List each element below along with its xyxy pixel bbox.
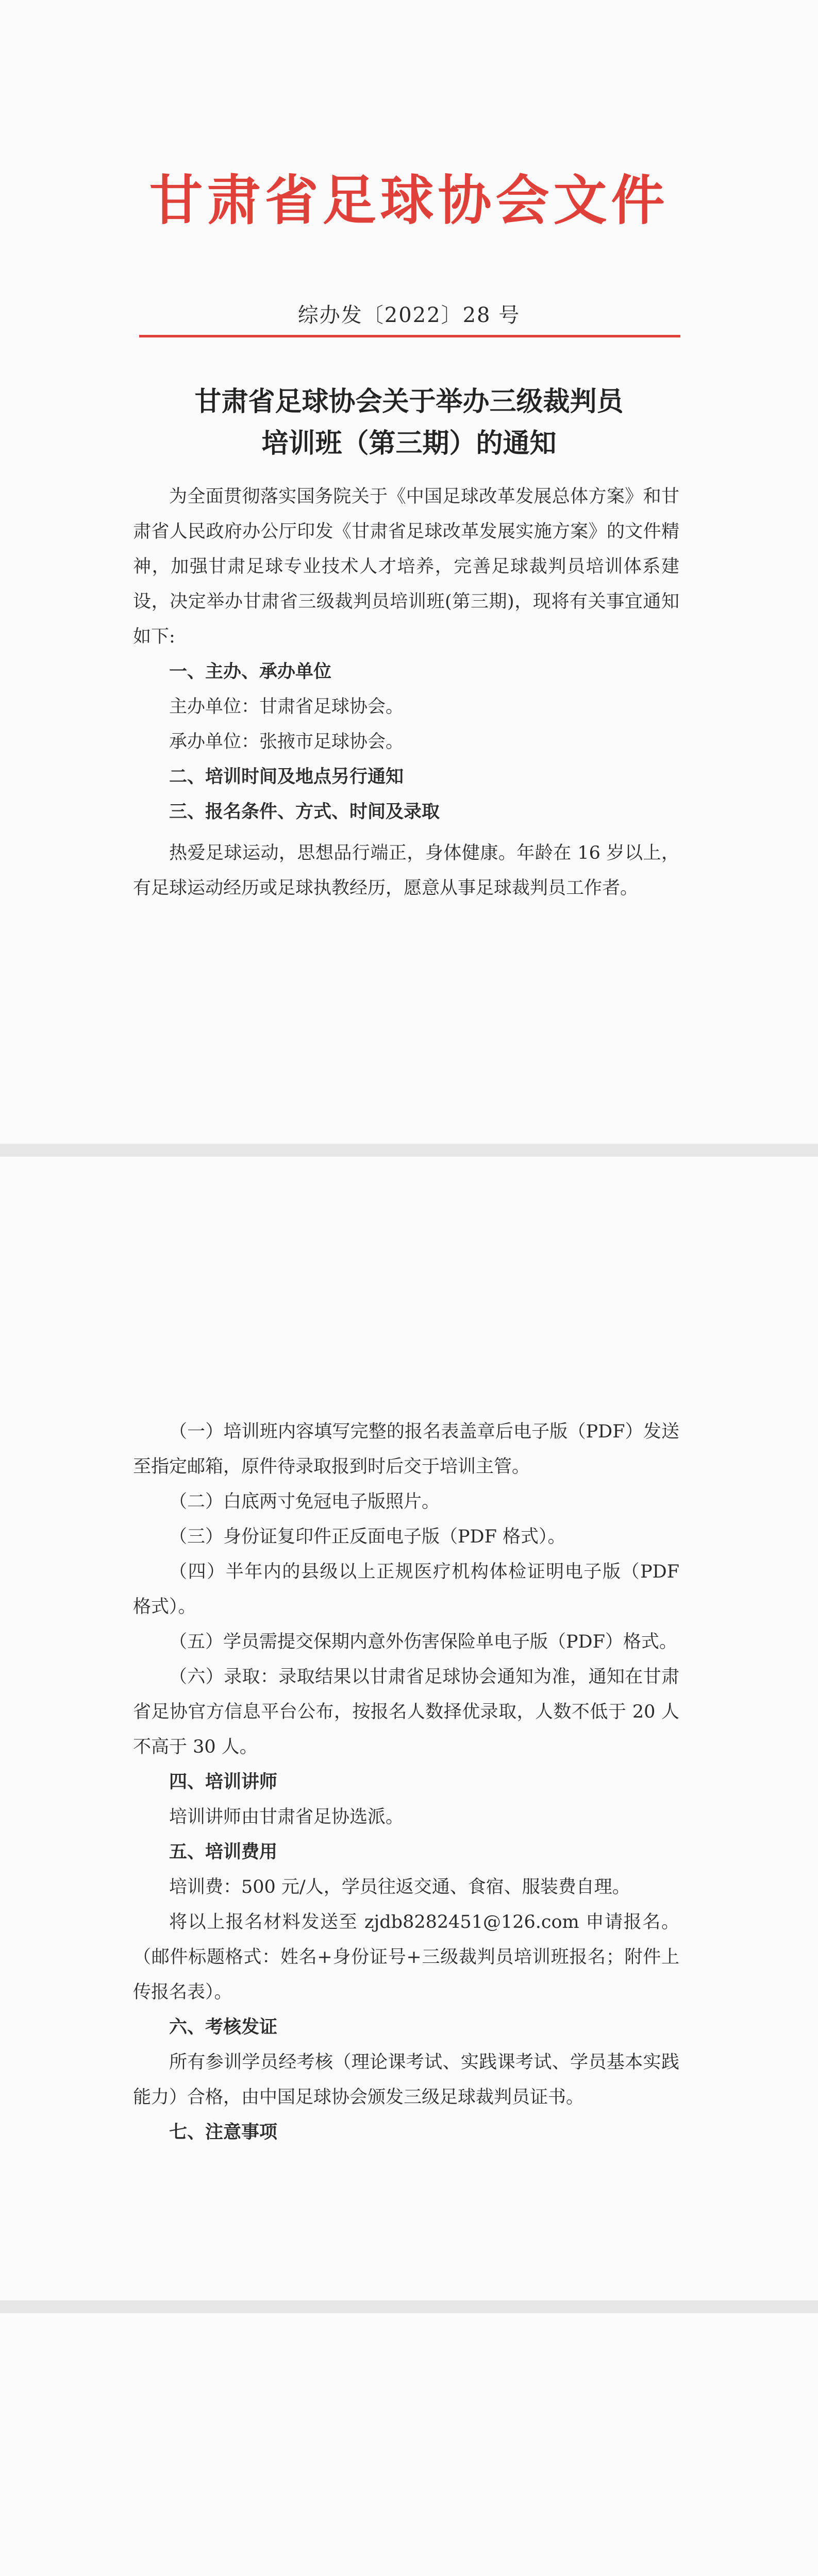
email-instruction: 将以上报名材料发送至 zjdb8282451@126.com 申请报名。（邮件标题格式：姓名+身份证号+三级裁判员培训班报名；附件上传报名表）。 <box>133 1912 679 2003</box>
requirement-item-5: （五）学员需提交保期内意外伤害保险单电子版（PDF）格式。 <box>169 1632 677 1652</box>
notice-title <box>0 381 818 464</box>
eligibility-paragraph: 热爱足球运动，思想品行端正，身体健康。年龄在 16 岁以上，有足球运动经历或足球执教经历，愿意从事足球裁判员工作者。 <box>133 843 679 899</box>
notice-title-line2: 培训班（第三期）的通知 <box>261 428 557 459</box>
requirement-item-4: （四）半年内的县级以上正规医疗机构体检证明电子版（PDF 格式）。 <box>133 1562 679 1617</box>
notice-title-line1: 甘肃省足球协会关于举办三级裁判员 <box>194 386 624 417</box>
section5-heading: 五、培训费用 <box>169 1842 278 1862</box>
host-unit: 主办单位：甘肃省足球协会。 <box>169 697 404 717</box>
note-item-1 <box>133 2571 679 2576</box>
section2-heading: 二、培训时间及地点另行通知 <box>169 767 404 787</box>
page-gap <box>0 2300 818 2313</box>
page3-body <box>133 2571 679 2576</box>
section3-heading: 三、报名条件、方式、时间及录取 <box>169 802 440 822</box>
page2-body <box>133 1414 679 2150</box>
document-page-2 <box>0 1157 818 2300</box>
lecturers-text: 培训讲师由甘肃省足协选派。 <box>169 1807 404 1827</box>
document-page-3 <box>0 2313 818 2576</box>
fee-text: 培训费：500 元/人，学员往返交通、食宿、服装费自理。 <box>169 1877 630 1897</box>
assessment-text: 所有参训学员经考核（理论课考试、实践课考试、学员基本实践能力）合格，由中国足球协会颁发三级足球裁判员证书。 <box>133 2052 679 2108</box>
page-gap <box>0 1144 818 1157</box>
section7-heading: 七、注意事项 <box>169 2122 278 2143</box>
page1-body <box>133 479 679 906</box>
document-page-1 <box>0 0 818 1144</box>
section1-heading: 一、主办、承办单位 <box>169 662 332 682</box>
intro-paragraph: 为全面贯彻落实国务院关于《中国足球改革发展总体方案》和甘肃省人民政府办公厅印发《甘肃省足球改革发展实施方案》的文件精神，加强甘肃足球专业技术人才培养，完善足球裁判员培训体系建设，决定举办甘肃省三级裁判员培训班(第三期)，现将有关事宜通知如下: <box>133 486 679 647</box>
header-title: 甘肃省足球协会文件 <box>149 169 669 232</box>
requirement-item-1: （一）培训班内容填写完整的报名表盖章后电子版（PDF）发送至指定邮箱，原件待录取报到时后交于培训主管。 <box>133 1421 679 1477</box>
section6-heading: 六、考核发证 <box>169 2017 278 2038</box>
requirement-item-6: （六）录取：录取结果以甘肃省足球协会通知为准，通知在甘肃省足协官方信息平台公布，按报名人数择优录取，人数不低于 20 人不高于 30 人。 <box>133 1667 679 1757</box>
requirement-item-2: （二）白底两寸免冠电子版照片。 <box>169 1492 440 1512</box>
section4-heading: 四、培训讲师 <box>169 1772 278 1792</box>
organizer-unit: 承办单位：张掖市足球协会。 <box>169 732 404 752</box>
document-number: 综办发〔2022〕28 号 <box>297 303 521 327</box>
red-divider <box>139 335 680 337</box>
requirement-item-3: （三）身份证复印件正反面电子版（PDF 格式）。 <box>169 1527 566 1547</box>
